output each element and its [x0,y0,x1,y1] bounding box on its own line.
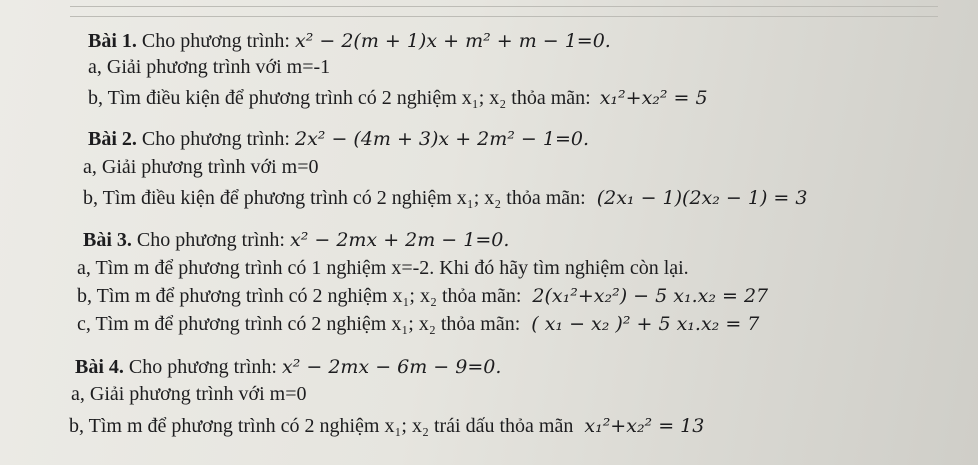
part-text: b, Tìm m để phương trình có 2 nghiệm x₁; x₂ thỏa mãn: [77,285,522,307]
problem-equation: 2x² − (4m + 3)x + 2m² − 1=0. [295,128,590,150]
page-rule [70,16,938,17]
problem-3-header [83,229,509,251]
part-condition: ( x₁ − x₂ )² + 5 x₁.x₂ = 7 [531,313,760,335]
problem-statement: Cho phương trình: [141,128,290,150]
problem-3-part-c [77,313,759,335]
part-text: b, Tìm điều kiện để phương trình có 2 nghiệm x₁; x₂ thỏa mãn: [88,87,591,109]
problem-2-header [88,128,589,150]
problem-4-part-b [69,415,704,437]
problem-1-part-b [88,87,708,109]
page-rule [70,6,938,7]
problem-2-part-b [83,187,807,209]
problem-4-part-a [71,383,306,405]
problem-equation: x² − 2(m + 1)x + m² + m − 1=0. [295,30,611,52]
problem-1-header [88,30,611,52]
problem-title: Bài 1. [88,30,137,52]
part-text: a, Tìm m để phương trình có 1 nghiệm x=-2. Khi đó hãy tìm nghiệm còn lại. [77,257,689,279]
problem-4-header [75,356,501,378]
part-text: c, Tìm m để phương trình có 2 nghiệm x₁; x₂ thỏa mãn: [77,313,521,335]
problem-title: Bài 4. [75,356,124,378]
part-condition: 2(x₁²+x₂²) − 5 x₁.x₂ = 27 [532,285,769,307]
part-condition: x₁²+x₂² = 5 [599,87,708,109]
problem-3-part-b [77,285,768,307]
part-condition: (2x₁ − 1)(2x₂ − 1) = 3 [596,187,808,209]
problem-title: Bài 3. [83,229,132,251]
problem-3-part-a [77,257,689,279]
problem-equation: x² − 2mx − 6m − 9=0. [282,356,502,378]
problem-2-part-a [83,156,318,178]
problem-statement: Cho phương trình: [136,229,285,251]
bleed-through-text [560,0,978,465]
problem-statement: Cho phương trình: [141,30,290,52]
part-text: a, Giải phương trình với m=-1 [88,56,331,78]
part-text: a, Giải phương trình với m=0 [83,156,319,178]
problem-statement: Cho phương trình: [128,356,277,378]
part-text: b, Tìm m để phương trình có 2 nghiệm x₁; x₂ trái dấu thỏa mãn [69,415,574,437]
part-text: a, Giải phương trình với m=0 [71,383,307,405]
part-condition: x₁²+x₂² = 13 [584,415,705,437]
problem-1-part-a [88,56,330,78]
problem-title: Bài 2. [88,128,137,150]
problem-equation: x² − 2mx + 2m − 1=0. [290,229,510,251]
part-text: b, Tìm điều kiện để phương trình có 2 nghiệm x₁; x₂ thỏa mãn: [83,187,586,209]
